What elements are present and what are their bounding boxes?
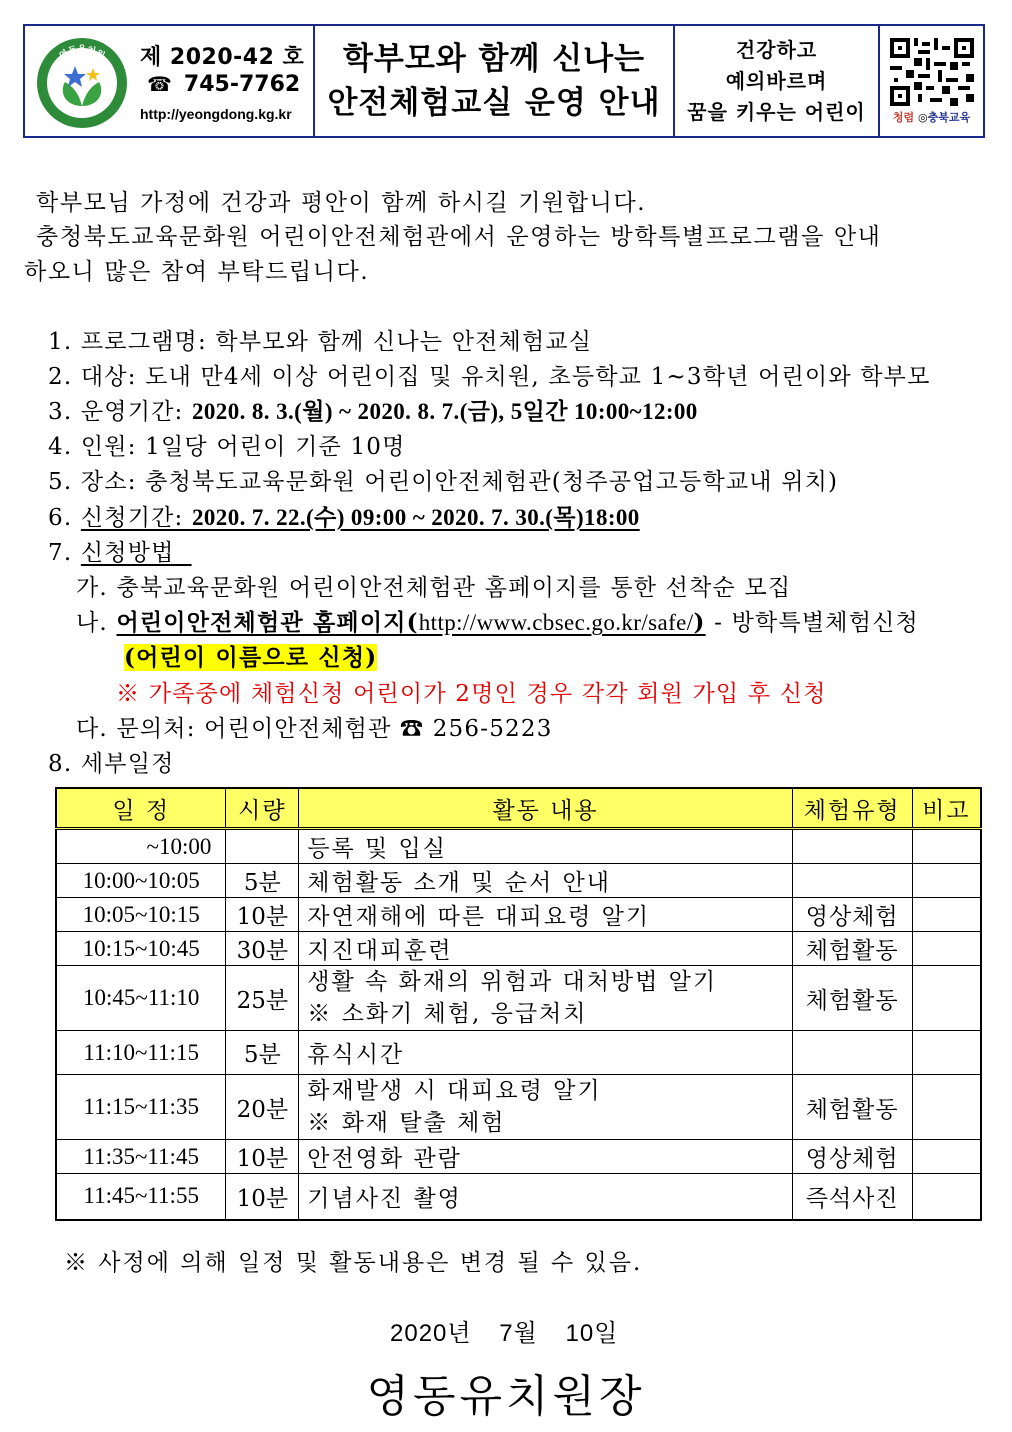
document-header bbox=[23, 24, 985, 138]
qr-code-icon[interactable] bbox=[886, 37, 978, 107]
item-application-underlined bbox=[81, 505, 640, 531]
method-b-link-close: ) bbox=[693, 609, 706, 636]
row-time: 11:45~11:55 bbox=[56, 1174, 226, 1220]
method-b bbox=[76, 604, 919, 637]
item-program-name: 1. 프로그램명: 학부모와 함께 신나는 안전체험교실 bbox=[48, 329, 593, 355]
method-a: 가. 충북교육문화원 어린이안전체험관 홈페이지를 통한 선착순 모집 bbox=[76, 575, 792, 601]
website-url[interactable]: http://yeongdong.kg.kr bbox=[140, 106, 292, 122]
motto-line1: 건강하고 bbox=[735, 37, 818, 62]
row-type: 체험활동 bbox=[792, 932, 912, 966]
row-activity bbox=[299, 1075, 793, 1140]
table-row bbox=[56, 932, 981, 966]
intro-line3: 하오니 많은 참여 부탁드립니다. bbox=[24, 259, 370, 285]
row-remarks bbox=[912, 864, 981, 898]
row-duration: 25분 bbox=[226, 966, 299, 1031]
item-application-period bbox=[48, 499, 640, 532]
header-title-cell bbox=[315, 26, 675, 136]
row-duration: 10분 bbox=[226, 1174, 299, 1220]
item-location: 5. 장소: 충청북도교육문화원 어린이안전체험관(청주공업고등학교내 위치) bbox=[48, 469, 839, 495]
item-method-number: 7. bbox=[48, 540, 81, 566]
row-type bbox=[792, 864, 912, 898]
row-remarks bbox=[912, 966, 981, 1031]
table-row bbox=[56, 1174, 981, 1220]
phone-value: 745-7762 bbox=[183, 72, 301, 97]
date-day: 10일 bbox=[565, 1320, 619, 1347]
item-period bbox=[48, 393, 698, 426]
date-month: 7월 bbox=[499, 1320, 538, 1347]
phone-number bbox=[147, 72, 300, 97]
row-duration: 20분 bbox=[226, 1075, 299, 1140]
header-info-cell bbox=[25, 26, 315, 136]
method-c-contact: 다. 문의처: 어린이안전체험관 ☎ 256-5223 bbox=[76, 716, 553, 742]
row-type: 즉석사진 bbox=[792, 1174, 912, 1220]
apply-by-child-name-note: (어린이 이름으로 신청) bbox=[124, 644, 378, 671]
schedule-table bbox=[55, 787, 982, 1221]
table-row bbox=[56, 966, 981, 1031]
header-activity: 활동 내용 bbox=[299, 788, 793, 829]
table-row bbox=[56, 1075, 981, 1140]
row-remarks bbox=[912, 1174, 981, 1220]
table-row bbox=[56, 898, 981, 932]
table-row bbox=[56, 1031, 981, 1075]
row-time: 10:05~10:15 bbox=[56, 898, 226, 932]
row-remarks bbox=[912, 1075, 981, 1140]
item-period-label: 3. 운영기간: bbox=[48, 399, 192, 425]
row-time: 11:15~11:35 bbox=[56, 1075, 226, 1140]
table-row bbox=[56, 864, 981, 898]
intro-line1: 학부모님 가정에 건강과 평안이 함께 하시길 기원합니다. bbox=[36, 190, 647, 216]
header-duration: 시량 bbox=[226, 788, 299, 829]
item-application-value: 2020. 7. 22.(수) 09:00 ~ 2020. 7. 30.(목)18:00 bbox=[192, 505, 640, 530]
item-target: 2. 대상: 도내 만4세 이상 어린이집 및 유치원, 초등학교 1~3학년 어린이와 학부모 bbox=[48, 364, 931, 390]
header-time: 일 정 bbox=[56, 788, 226, 829]
qr-caption bbox=[893, 109, 970, 125]
motto-line3: 꿈을 키우는 어린이 bbox=[687, 99, 866, 124]
row-activity: 기념사진 촬영 bbox=[299, 1174, 793, 1220]
document-title-line1: 학부모와 함께 신나는 bbox=[342, 41, 646, 77]
row-remarks bbox=[912, 932, 981, 966]
document-title-line2: 안전체험교실 운영 안내 bbox=[327, 85, 661, 121]
item-application-label: 신청기간: bbox=[80, 505, 192, 531]
row-type: 영상체험 bbox=[792, 898, 912, 932]
row-time: 10:00~10:05 bbox=[56, 864, 226, 898]
table-row bbox=[56, 1140, 981, 1174]
family-warning: ※ 가족중에 체험신청 어린이가 2명인 경우 각각 회원 가입 후 신청 bbox=[116, 681, 827, 707]
row-activity: 등록 및 입실 bbox=[299, 829, 793, 864]
header-type: 체험유형 bbox=[792, 788, 912, 829]
row-time: ~10:00 bbox=[56, 829, 226, 864]
row-activity: 체험활동 소개 및 순서 안내 bbox=[299, 864, 793, 898]
qr-caption-1: 청렴 bbox=[892, 111, 915, 124]
header-motto-cell bbox=[675, 26, 880, 136]
row-activity: 지진대피훈련 bbox=[299, 932, 793, 966]
intro-line2: 충청북도교육문화원 어린이안전체험관에서 운영하는 방학특별프로그램을 안내 bbox=[36, 224, 882, 250]
row-time: 11:35~11:45 bbox=[56, 1140, 226, 1174]
signer-title: 영동유치원장 bbox=[366, 1371, 646, 1422]
row-activity: 자연재해에 따른 대피요령 알기 bbox=[299, 898, 793, 932]
row-type: 영상체험 bbox=[792, 1140, 912, 1174]
document-date bbox=[390, 1313, 638, 1348]
row-type bbox=[792, 829, 912, 864]
item-capacity: 4. 인원: 1일당 어린이 기준 10명 bbox=[48, 434, 406, 460]
issue-number: 제 2020-42 호 bbox=[140, 45, 305, 70]
phone-icon: ☎ bbox=[147, 72, 172, 96]
row-remarks bbox=[912, 1031, 981, 1075]
schedule-change-note: ※ 사정에 의해 일정 및 활동내용은 변경 될 수 있음. bbox=[64, 1250, 643, 1276]
row-type bbox=[792, 1031, 912, 1075]
item-method-underline-pad bbox=[175, 540, 192, 566]
item-method-label: 신청방법 bbox=[80, 540, 175, 566]
row-activity-line2: ※ 소화기 체험, 응급처치 bbox=[307, 1001, 588, 1027]
row-duration: 30분 bbox=[226, 932, 299, 966]
method-b-suffix: - 방학특별체험신청 bbox=[705, 610, 919, 636]
row-activity bbox=[299, 966, 793, 1031]
row-type: 체험활동 bbox=[792, 966, 912, 1031]
row-activity-line2: ※ 화재 탈출 체험 bbox=[307, 1110, 506, 1136]
row-remarks bbox=[912, 898, 981, 932]
date-year: 2020년 bbox=[390, 1320, 472, 1347]
header-qr-cell bbox=[880, 26, 983, 136]
svg-text:영동유치원: 영동유치원 bbox=[58, 45, 106, 62]
emblem-icon: ◎ bbox=[917, 111, 928, 124]
row-time: 10:15~10:45 bbox=[56, 932, 226, 966]
row-duration: 5분 bbox=[226, 864, 299, 898]
motto-line2: 예의바르며 bbox=[725, 68, 828, 93]
row-duration: 10분 bbox=[226, 1140, 299, 1174]
row-type: 체험활동 bbox=[792, 1075, 912, 1140]
row-activity-line1: 화재발생 시 대피요령 알기 bbox=[307, 1078, 602, 1104]
row-activity: 휴식시간 bbox=[299, 1031, 793, 1075]
method-b-prefix: 나. bbox=[76, 610, 117, 636]
qr-caption-2: 충북교육 bbox=[927, 111, 971, 124]
row-time: 10:45~11:10 bbox=[56, 966, 226, 1031]
row-time: 11:10~11:15 bbox=[56, 1031, 226, 1075]
row-remarks bbox=[912, 829, 981, 864]
header-remarks: 비고 bbox=[912, 788, 981, 829]
kindergarten-logo bbox=[35, 36, 129, 130]
item-detailed-schedule: 8. 세부일정 bbox=[48, 751, 175, 777]
item-application-number: 6. bbox=[48, 505, 81, 531]
item-application-method bbox=[48, 534, 192, 567]
row-activity-line1: 생활 속 화재의 위험과 대처방법 알기 bbox=[307, 969, 718, 995]
row-activity: 안전영화 관람 bbox=[299, 1140, 793, 1174]
item-period-value: 2020. 8. 3.(월) ~ 2020. 8. 7.(금), 5일간 10:00~12:00 bbox=[192, 399, 698, 424]
table-row bbox=[56, 829, 981, 864]
schedule-header-row bbox=[56, 788, 981, 829]
row-remarks bbox=[912, 1140, 981, 1174]
method-b-highlight bbox=[124, 639, 377, 672]
row-duration: 10분 bbox=[226, 898, 299, 932]
row-duration: 5분 bbox=[226, 1031, 299, 1075]
method-b-url[interactable]: http://www.cbsec.go.kr/safe/ bbox=[418, 610, 694, 635]
method-b-link-label: 어린이안전체험관 홈페이지( bbox=[116, 609, 419, 636]
row-duration bbox=[226, 829, 299, 864]
method-b-link[interactable] bbox=[116, 609, 705, 636]
